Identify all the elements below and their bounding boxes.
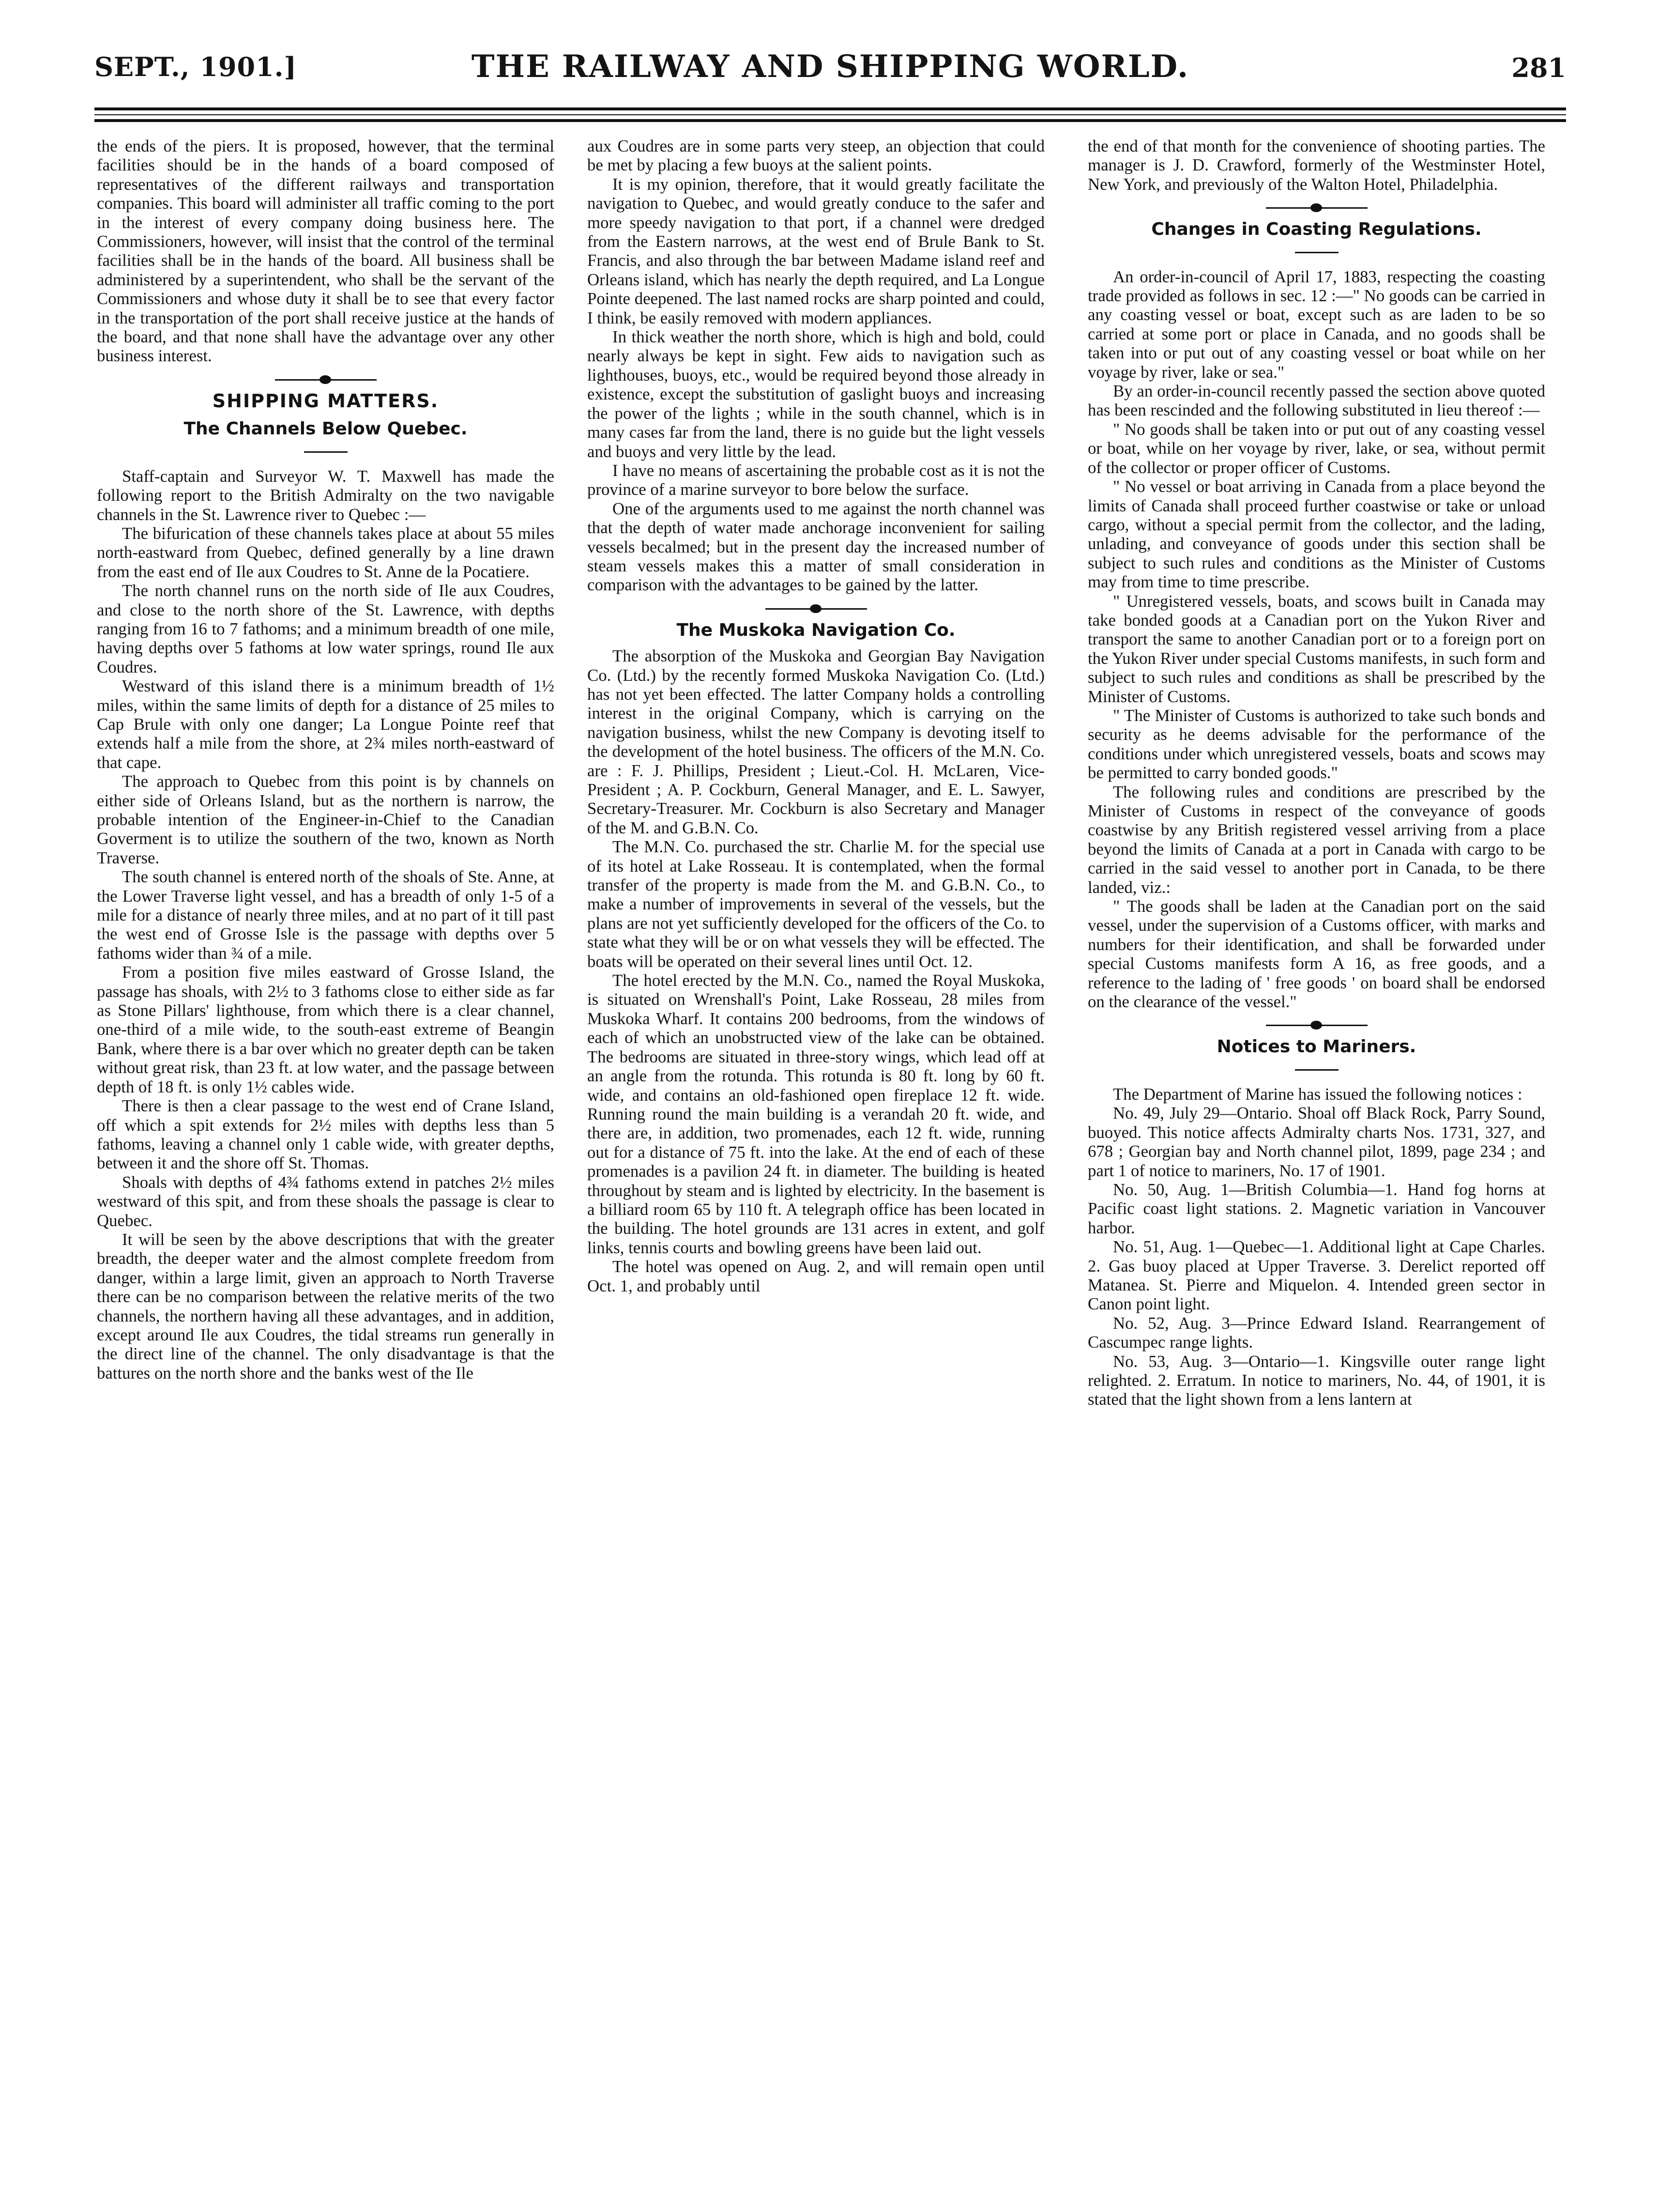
column-3 [1088,137,1545,1409]
section-heading-shipping-matters: SHIPPING MATTERS. [212,390,439,412]
article-heading-notices-to-mariners: Notices to Mariners. [1217,1037,1416,1057]
paragraph: " The goods shall be laden at the Canadian port on the said vessel, under the supervision of a Customs officer, with marks and numbers for their identification, and shall be forwarded under special Customs manifests form A 16, as free goods, and a reference to the lading of ' free goods ' on board shall be endorsed on the clearance of the vessel." [1088,897,1545,1012]
paragraph: I have no means of ascertaining the probable cost as it is not the province of a marine surveyor to bore below the surface. [587,461,1045,499]
heading-underline [1295,246,1339,259]
header-rule-thick [94,108,1566,110]
paragraph: The M.N. Co. purchased the str. Charlie M. for the special use of its hotel at Lake Rosseau. It is contemplated, when the formal transfer of the property is made from the M. and G.B.N. Co., to make a number of improvements in several of the vessels, but the plans are not yet sufficiently developed for the officers of the Co. to state what they will be or on what vessels they will be effected. The boats will be operated on their several lines until Oct. 12. [587,837,1045,971]
paragraph: The following rules and conditions are prescribed by the Minister of Customs in respect of the conveyance of goods coastwise by any British registered vessel arriving from a place beyond the limits of Canada at a port in Canada with cargo to be carried in the said vessel to another port in Canada, to be there landed, viz.: [1088,782,1545,897]
paragraph: No. 49, July 29—Ontario. Shoal off Black Rock, Parry Sound, buoyed. This notice affects Admiralty charts Nos. 1731, 327, and 678 ; Georgian bay and North channel pilot, 1899, page 234 ; and part 1 of notice to mariners, No. 17 of 1901. [1088,1104,1545,1180]
paragraph: From a position five miles eastward of Grosse Island, the passage has shoals, with 2½ to 3 fathoms close to either side as far as Stone Pillars' lighthouse, from which there is a clear channel, one-third of a mile wide, to the south-east extreme of Beangin Bank, where there is a bar over which no greater depth can be taken without great risk, than 23 ft. at low water, and the passage between depth of 18 ft. is only 1½ cables wide. [97,963,554,1096]
paragraph: There is then a clear passage to the west end of Crane Island, off which a spit extends for 2½ miles with depths less than 5 fathoms, leaving a channel only 1 cable wide, with greater depths, between it and the shore off St. Thomas. [97,1096,554,1173]
paragraph: " No vessel or boat arriving in Canada from a place beyond the limits of Canada shall proceed further coastwise or take or unload cargo, without a special permit from the collector, and the lading, unlading, and conveyance of goods under this section shall be subject to such rules and conditions as the Minister of Customs may from time to time prescribe. [1088,477,1545,592]
section-divider [1266,1019,1368,1031]
paragraph: The bifurication of these channels takes place at about 55 miles north-eastward from Quebec, defined generally by a line drawn from the east end of Ile aux Coudres to St. Anne de la Pocatiere. [97,523,554,581]
paragraph: The Department of Marine has issued the following notices : [1113,1084,1522,1104]
paragraph: The hotel was opened on Aug. 2, and will remain open until Oct. 1, and probably until [587,1257,1045,1295]
paragraph: the ends of the piers. It is proposed, however, that the terminal facilities should be in the hands of a board composed of representatives of the different railways and transportation companies. This board will administer all traffic coming to the port in the interest of every company doing business here. The Commissioners, however, will insist that the control of the terminal facilities shall be in the hands of the board. All business shall be administered by a superintendent, who shall be the servant of the Commissioners and whose duty it shall be to see that every factor in the transportation of the port shall receive justice at the hands of the board, and that none shall have the advantage over any other business interest. [97,137,554,366]
heading-underline [1295,1063,1339,1076]
paragraph: No. 50, Aug. 1—British Columbia—1. Hand fog horns at Pacific coast light stations. 2. Magnetic variation in Vancouver harbor. [1088,1180,1545,1237]
paragraph: The absorption of the Muskoka and Georgian Bay Navigation Co. (Ltd.) by the recently formed Muskoka Navigation Co. (Ltd.) has not yet been effected. The latter Company holds a controlling interest in the original Company, which is carrying on the navigation business, whilst the new Company is devoting itself to the development of the hotel business. The officers of the M.N. Co. are : F. J. Phillips, President ; Lieut.-Col. H. McLaren, Vice-President ; A. P. Cockburn, General Manager, and E. L. Sawyer, Secretary-Treasurer. Mr. Cockburn is also Secretary and Manager of the M. and G.B.N. Co. [587,646,1045,837]
header-rule-thin [94,114,1566,115]
column-2 [587,137,1045,1295]
paragraph: aux Coudres are in some parts very steep, an objection that could be met by placing a few buoys at the salient points. [587,137,1045,175]
article-heading-muskoka-navigation: The Muskoka Navigation Co. [676,620,956,640]
page-header [94,48,1566,97]
paragraph: The approach to Quebec from this point is by channels on either side of Orleans Island, but as the northern is narrow, the probable intention of the Engineer-in-Chief to the Canadian Goverment is to utilize the southern of the two, known as North Traverse. [97,772,554,867]
paragraph: By an order-in-council recently passed the section above quoted has been rescinded and the following substituted in lieu thereof :— [1088,382,1545,420]
paragraph: It is my opinion, therefore, that it would greatly facilitate the navigation to Quebec, and would greatly conduce to the safer and more speedy navigation to that port, if a channel were dredged from the Eastern narrows, at the west end of Brule Bank to St. Francis, and also through the bar between Madame island reef and Orleans island, which has nearly the depth required, and La Longue Pointe deepened. The last named rocks are sharp pointed and could, I think, be easily removed with modern appliances. [587,174,1045,327]
paragraph: The south channel is entered north of the shoals of Ste. Anne, at the Lower Traverse light vessel, and has a breadth of only 1-5 of a mile for a distance of nearly three miles, and at no part of it till past the west end of Grosse Isle is the passage with depths over 5 fathoms wider than ¾ of a mile. [97,867,554,963]
paragraph: " No goods shall be taken into or put out of any coasting vessel or boat, while on her voyage by river, lake, or sea, without permit of the collector or proper officer of Customs. [1088,419,1545,477]
heading-underline [304,445,348,458]
paragraph: An order-in-council of April 17, 1883, respecting the coasting trade provided as follows in sec. 12 :—" No goods can be carried in any coasting vessel or boat, except such as are laden to be so carried at some port or place in Canada, and no goods shall be taken into or put out of any coasting vessel or boat while on her voyage by river, lake or sea." [1088,267,1545,382]
issue-date: SEPT., 1901.] [94,51,297,82]
paragraph: " The Minister of Customs is authorized to take such bonds and security as he deems advisable for the performance of the conditions under which unregistered vessels, boats and scows may be permitted to carry bonded goods." [1088,706,1545,783]
paragraph: Shoals with depths of 4¾ fathoms extend in patches 2½ miles westward of this spit, and from these shoals the passage is clear to Quebec. [97,1172,554,1230]
paragraph: the end of that month for the convenience of shooting parties. The manager is J. D. Crawford, formerly of the Westminster Hotel, New York, and previously of the Walton Hotel, Philadelphia. [1088,137,1545,194]
section-divider [275,373,377,386]
header-rule-thick-lower [94,119,1566,122]
paragraph: The north channel runs on the north side of Ile aux Coudres, and close to the north shore of the St. Lawrence, with depths ranging from 16 to 7 fathoms; and a minimum breadth of one mile, having depths over 5 fathoms at low water springs, round Ile aux Coudres. [97,581,554,676]
paragraph: Westward of this island there is a minimum breadth of 1½ miles, within the same limits of depth for a distance of 25 miles to Cap Brule with only one danger; La Longue Pointe reef that extends half a mile from the shore, at 2¾ miles north-eastward of that cape. [97,676,554,772]
paragraph: The hotel erected by the M.N. Co., named the Royal Muskoka, is situated on Wrenshall's Point, Lake Rosseau, 28 miles from Muskoka Wharf. It contains 200 bedrooms, from the windows of each of which an unobstructed view of the lake can be obtained. The bedrooms are situated in three-story wings, which lead off at an angle from the rotunda. This rotunda is 80 ft. long by 60 ft. wide, and contains an old-fashioned open fireplace 12 ft. wide. Running round the main building is a verandah 20 ft. wide, and there are, in addition, two promenades, each 12 ft. wide, running out for a distance of 75 ft. into the lake. At the end of each of these promenades is a pavilion 24 ft. in diameter. The building is heated throughout by steam and is lighted by electricity. In the basement is a billiard room 65 by 110 ft. A telegraph office has been located in the building. The hotel grounds are 131 acres in extent, and golf links, tennis courts and bowling greens have been laid out. [587,971,1045,1257]
paragraph: No. 51, Aug. 1—Quebec—1. Additional light at Cape Charles. 2. Gas buoy placed at Upper Traverse. 3. Derelict reported off Matanea. St. Pierre and Miquelon. 4. Intended green sector in Canon point light. [1088,1237,1545,1314]
page-number: 281 [1511,52,1566,83]
publication-title: THE RAILWAY AND SHIPPING WORLD. [471,48,1189,85]
paragraph: " Unregistered vessels, boats, and scows built in Canada may take bonded goods at a Canadian port on the Yukon River and transport the same to another Canadian port or to a foreign port on the Yukon River under special Customs manifests, in such form and subject to such rules and conditions as shall be prescribed by the Minister of Customs. [1088,591,1545,706]
section-divider [1266,201,1368,214]
paragraph: No. 52, Aug. 3—Prince Edward Island. Rearrangement of Cascumpec range lights. [1088,1313,1545,1352]
paragraph: One of the arguments used to me against the north channel was that the depth of water made anchorage inconvenient for sailing vessels becalmed; but in the present day the increased number of steam vessels makes this a matter of small consideration in comparison with the advantages to be gained by the latter. [587,499,1045,595]
paragraph: No. 53, Aug. 3—Ontario—1. Kingsville outer range light relighted. 2. Erratum. In notice to mariners, No. 44, of 1901, it is stated that the light shown from a lens lantern at [1088,1352,1545,1409]
column-1 [97,137,554,1382]
paragraph: It will be seen by the above descriptions that with the greater breadth, the deeper water and the almost complete freedom from danger, within a large limit, given an approach to North Traverse there can be no comparison between the relative merits of the two channels, the northern having all these advantages, and in addition, except around Ile aux Coudres, the tidal streams run generally in the direct line of the channel. The only disadvantage is that the battures on the north shore and the banks west of the Ile [97,1229,554,1382]
paragraph: In thick weather the north shore, which is high and bold, could nearly always be kept in sight. Few aids to navigation such as lighthouses, buoys, etc., would be required beyond those already in existence, except the substitution of gaslight buoys and increasing the power of the lights ; while in the south channel, which is in many cases far from the land, there is no guide but the light vessels and buoys and very little by the lead. [587,327,1045,461]
article-heading-channels-below-quebec: The Channels Below Quebec. [183,419,468,439]
paragraph: Staff-captain and Surveyor W. T. Maxwell has made the following report to the British Admiralty on the two navigable channels in the St. Lawrence river to Quebec :— [97,466,554,524]
article-heading-coasting-regulations: Changes in Coasting Regulations. [1151,219,1482,240]
section-divider [765,602,867,615]
